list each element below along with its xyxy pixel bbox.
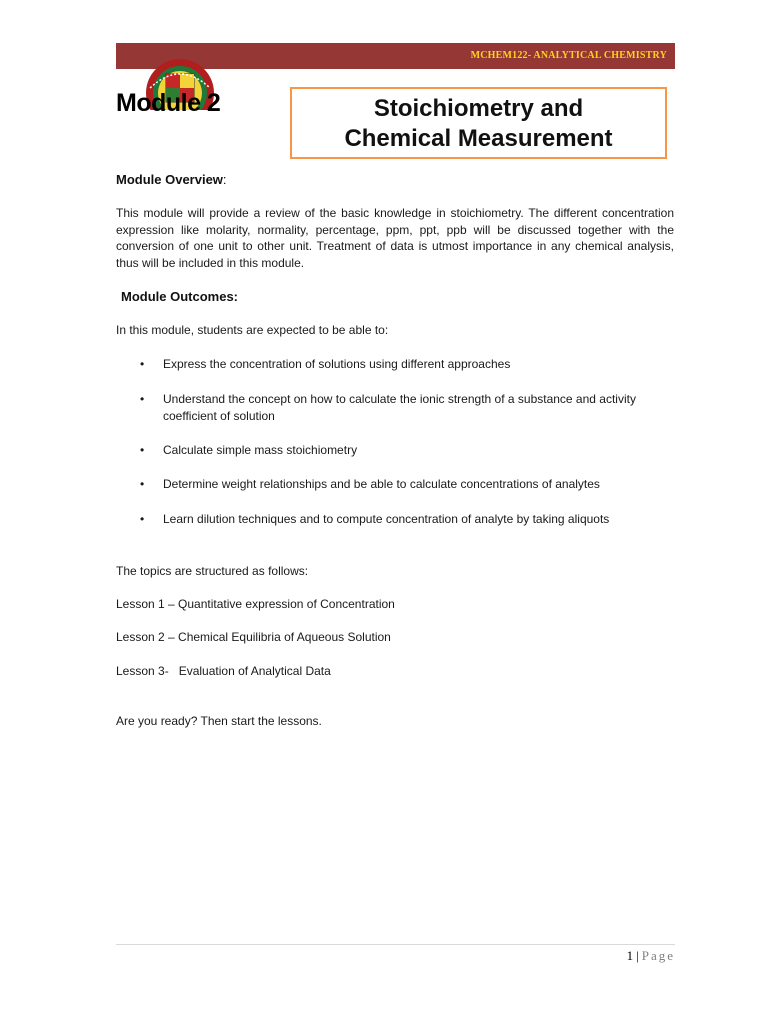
bullet-icon: • <box>140 392 145 406</box>
outcome-text: Learn dilution techniques and to compute concentration of analyte by taking aliquots <box>163 512 610 526</box>
bullet-icon: • <box>140 443 145 457</box>
bullet-icon: • <box>140 512 145 526</box>
bullet-icon: • <box>140 477 145 491</box>
module-title-box <box>290 87 667 159</box>
outcome-text: Determine weight relationships and be able to calculate concentrations of analytes <box>163 477 600 491</box>
page-footer <box>627 948 675 964</box>
outcome-text: Understand the concept on how to calculate the ionic strength of a substance and activity coefficient of solution <box>163 392 636 423</box>
outcome-text: Calculate simple mass stoichiometry <box>163 443 358 457</box>
outcome-text: Express the concentration of solutions using different approaches <box>163 357 511 371</box>
overview-heading <box>116 172 227 187</box>
footer-separator: | <box>636 948 639 963</box>
module-number-heading: Module 2 <box>116 89 221 117</box>
module-title-line-1: Stoichiometry and <box>373 95 584 122</box>
overview-heading-colon: : <box>222 172 227 187</box>
lesson-item: Lesson 1 – Quantitative expression of Concentration <box>116 597 395 611</box>
closing-text: Are you ready? Then start the lessons. <box>116 714 322 728</box>
lesson-item: Lesson 3- Evaluation of Analytical Data <box>116 664 331 678</box>
topics-intro: The topics are structured as follows: <box>116 564 309 578</box>
overview-paragraph: This module will provide a review of the basic knowledge in stoichiometry. The different concentration expression like molarity, normality, percentage, ppm, ppt, ppb will be discussed together with the conversion of one unit to other unit. Treatment of data is utmost importance in any chemical analysis, thus will be included in this module. <box>116 206 674 271</box>
module-title-line-2: Chemical Measurement <box>344 125 613 152</box>
footer-divider <box>116 944 675 945</box>
course-header: MCHEM122- ANALYTICAL CHEMISTRY <box>470 50 667 61</box>
page-number: 1 <box>626 948 634 963</box>
outcomes-intro: In this module, students are expected to be able to: <box>116 323 389 337</box>
lesson-item: Lesson 2 – Chemical Equilibria of Aqueous Solution <box>116 630 391 644</box>
page-word: Page <box>641 948 675 963</box>
bullet-icon: • <box>140 357 145 371</box>
overview-heading-text: Module Overview <box>116 172 223 187</box>
outcomes-heading: Module Outcomes: <box>121 289 239 304</box>
